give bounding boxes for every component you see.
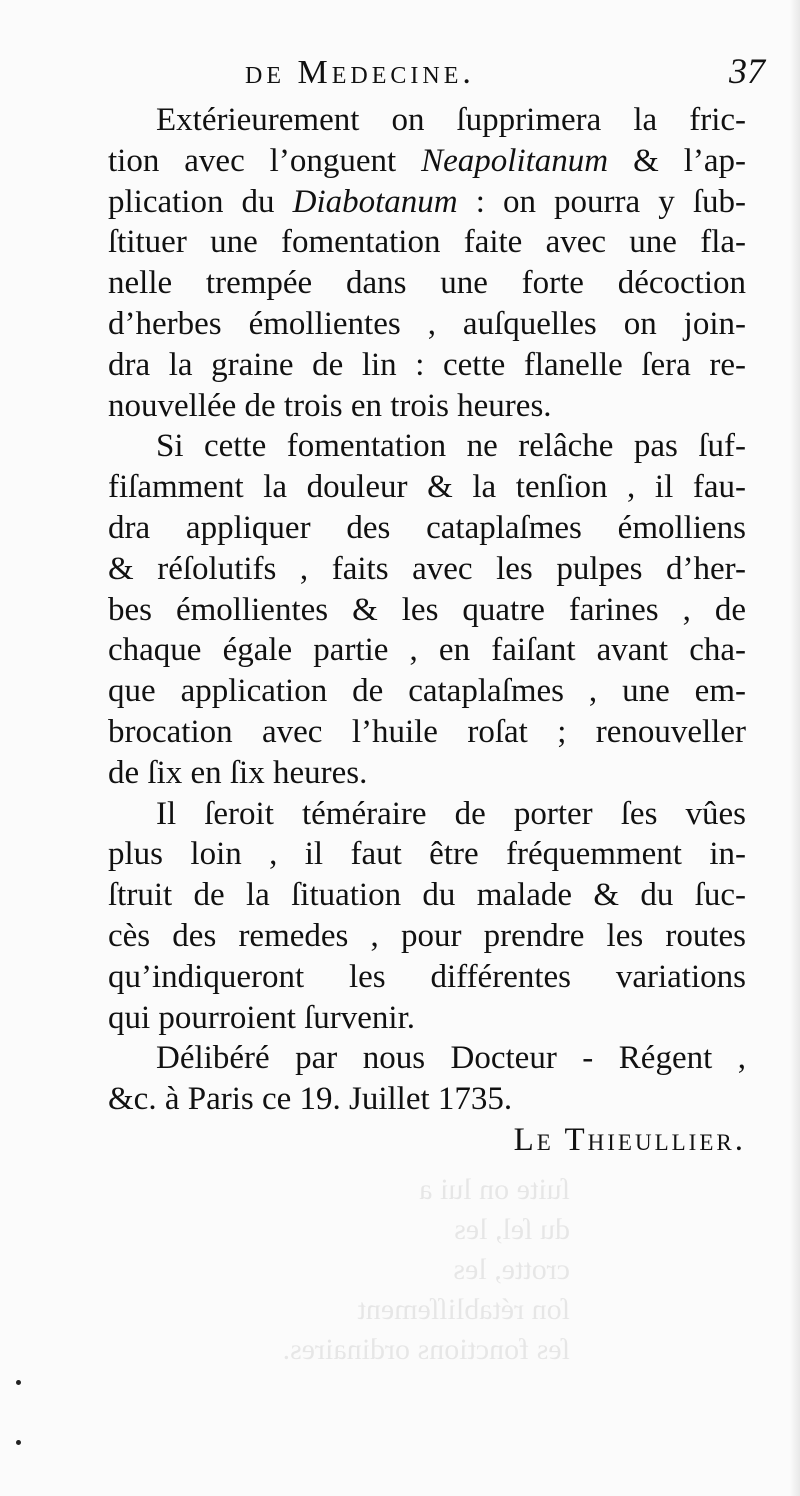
- text-line: tion avec l’onguent Neapolitanum & l’ap-: [108, 142, 746, 179]
- text-line: qu’indiqueront les différentes variations: [108, 958, 746, 995]
- page-number: 37: [729, 51, 765, 91]
- paragraph-3: [108, 794, 746, 1039]
- text-line: qui pourroient ſurvenir.: [108, 999, 416, 1036]
- text-line: &c. à Paris ce 19. Juillet 1735.: [108, 1081, 513, 1118]
- text-line: cès des remedes , pour prendre les routes: [108, 917, 746, 954]
- text-line: & réſolutifs , faits avec les pulpes d’her-: [108, 550, 746, 587]
- text-line: Extérieurement on ſupprimera la fric-: [156, 102, 746, 138]
- edge-speck: [16, 1380, 21, 1385]
- text-line: Si cette fomentation ne relâche pas ſuf-: [156, 428, 746, 465]
- text-line: chaque égale partie , en faiſant avant cha-: [108, 632, 746, 669]
- signature: Le Thieullier.: [513, 1121, 746, 1158]
- text-line: dra appliquer des cataplaſmes émolliens: [108, 509, 746, 546]
- text-line: d’herbes émollientes , auſquelles on join-: [108, 305, 746, 342]
- text-line: que application de cataplaſmes , une em-: [108, 673, 746, 710]
- italic-term: Diabotanum: [292, 183, 458, 220]
- edge-speck: [16, 1440, 21, 1445]
- page-edge-shadow: [790, 0, 800, 1496]
- show-through-text: ſuite on lui a du ſel, les crotte, les ſon rétabliſſement ſes fonctions ordinaires.: [282, 1173, 570, 1366]
- running-header: [245, 50, 765, 94]
- text-line: bes émollientes & les quatre farines , de: [108, 591, 746, 628]
- running-title: de Medecine.: [245, 54, 475, 91]
- text-line: plus loin , il faut être fréquemment in-: [108, 836, 746, 873]
- text-line: brocation avec l’huile roſat ; renouveller: [108, 713, 746, 750]
- italic-term: Neapolitanum: [421, 142, 609, 179]
- text-line: dra la graine de lin : cette flanelle ſera re-: [108, 346, 746, 383]
- paragraph-1: [108, 100, 746, 426]
- text-line: de ſix en ſix heures.: [108, 754, 368, 791]
- paragraph-4: [108, 1038, 746, 1120]
- text-line: ſtituer une fomentation faite avec une fla-: [108, 224, 746, 261]
- text-line: Il ſeroit téméraire de porter ſes vûes: [156, 795, 746, 832]
- text-line: Délibéré par nous Docteur - Régent ,: [156, 1040, 746, 1077]
- text-line: fiſamment la douleur & la tenſion , il fau-: [108, 469, 746, 506]
- body-text: [108, 100, 746, 1161]
- paragraph-2: [108, 426, 746, 793]
- text-line: plication du Diabotanum : on pourra y ſub-: [108, 183, 747, 220]
- text-line: nelle trempée dans une forte décoction: [108, 265, 746, 302]
- text-line: ſtruit de la ſituation du malade & du ſuc-: [108, 877, 746, 914]
- text-line: nouvellée de trois en trois heures.: [108, 387, 552, 424]
